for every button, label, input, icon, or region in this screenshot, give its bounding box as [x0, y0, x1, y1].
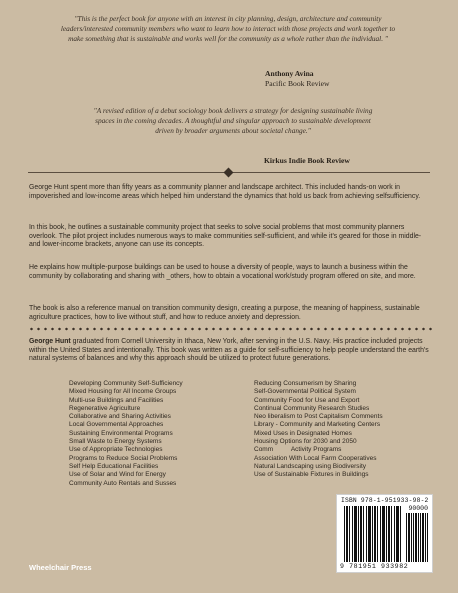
barcode-bars: [344, 506, 402, 562]
list-item: Self-Governmental Political System: [254, 388, 356, 396]
barcode-digits: 9 781951 933982: [340, 563, 409, 570]
isbn-label: ISBN 978-1-951933-98-2: [341, 497, 429, 504]
list-item: Comm Activity Programs: [254, 446, 342, 454]
list-item: Use of Appropriate Technologies: [69, 446, 163, 454]
list-item: Local Governmental Approaches: [69, 421, 164, 429]
list-item: Neo liberalism to Post Capitalism Comments: [254, 413, 383, 421]
description-paragraph-1: George Hunt spent more than fifty years as a community planner and landscape architect. This included hands-on work in impoverished and low-income areas which helped him understand the dynamics that hold us back from achieving selfsufficiency.: [29, 184, 421, 200]
list-item: Reducing Consumerism by Sharing: [254, 380, 357, 387]
author-bio-text: graduated from Cornell University in Ithaca, New York, after serving in the U.S. Navy. His practice included projects within the United States and intentionally. This book was written as a guide for self-sufficiency to help people understand the earth's natural systems of balances and why this approach should be utilized to protect future generations.: [29, 338, 429, 363]
list-item: Multi-use Buildings and Facilities: [69, 396, 164, 404]
review-attribution-1: [265, 69, 330, 89]
list-item: Collaborative and Sharing Activities: [69, 413, 171, 421]
review-source-2: Kirkus Indie Book Review: [264, 156, 350, 165]
list-item: Mixed Housing for All Income Groups: [69, 388, 177, 396]
author-name: George Hunt: [29, 338, 71, 345]
list-item: Use of Solar and Wind for Energy: [69, 471, 166, 479]
list-item: Self Help Educational Facilities: [69, 462, 159, 470]
list-item: Regenerative Agriculture: [69, 404, 141, 412]
barcode-addon-bars: [406, 513, 428, 562]
diamond-ornament-icon: [224, 168, 234, 178]
review-quote-1: "This is the perfect book for anyone with an interest in city planning, design, architecture and community leaders/interested community members who want to learn how to interact with those projects and work together to make something that is sustainable and works well for the community as a whole rather than the individual. ": [60, 14, 396, 43]
review-source-1: Pacific Book Review: [265, 79, 330, 88]
review-quote-2: "A revised edition of a debut sociology book delivers a strategy for designing sustainable living spaces in the coming decades. A thoughtful and singular approach to sustainable development driven by broader arguments about societal change.": [93, 106, 373, 135]
list-item: Developing Community Self-Sufficiency: [69, 380, 183, 387]
topics-list-right: [254, 380, 434, 480]
publisher-name: Wheelchair Press: [29, 563, 92, 572]
topics-list-left: [69, 380, 239, 488]
list-item: Small Waste to Energy Systems: [69, 438, 162, 446]
description-paragraph-4: The book is also a reference manual on transition community design, creating a purpose, the meaning of happiness, sustainable agriculture practices, how to live without stuff, and how to reduce anxiety and depression.: [29, 305, 420, 321]
isbn-barcode: [336, 494, 433, 573]
list-item: Continual Community Research Studies: [254, 404, 370, 412]
dotted-divider: [28, 327, 432, 331]
author-bio: [29, 338, 433, 364]
list-item: Natural Landscaping using Biodiversity: [254, 462, 367, 470]
review-author-1: Anthony Avina: [265, 69, 314, 78]
price-code: 90000: [408, 505, 428, 512]
list-item: Association With Local Farm Cooperatives: [254, 454, 377, 462]
list-item: Use of Sustainable Fixtures in Buildings: [254, 471, 369, 479]
description-paragraph-2: In this book, he outlines a sustainable community project that seeks to solve social problems that most community planners overlook. The pilot project includes numerous ways to make communities self-sufficient, and while it's geared for those in middle- and lower-income brackets, anyone can use its concepts.: [29, 224, 422, 249]
list-item: Sustaining Environmental Programs: [69, 429, 173, 437]
description-paragraph-3: He explains how multiple-purpose buildings can be used to house a diversity of people, ways to launch a business within the community by collaborating and sharing with _others, how to obtain a vocational work/study program offered on site, and more.: [29, 264, 416, 280]
list-item: Mixed Uses in Designated Homes: [254, 429, 352, 437]
list-item: Programs to Reduce Social Problems: [69, 454, 178, 462]
list-item: Community Food for Use and Export: [254, 396, 360, 404]
list-item: Housing Options for 2030 and 2050: [254, 438, 357, 446]
list-item: Community Auto Rentals and Susses: [69, 479, 177, 487]
list-item: Library - Community and Marketing Centers: [254, 421, 381, 429]
